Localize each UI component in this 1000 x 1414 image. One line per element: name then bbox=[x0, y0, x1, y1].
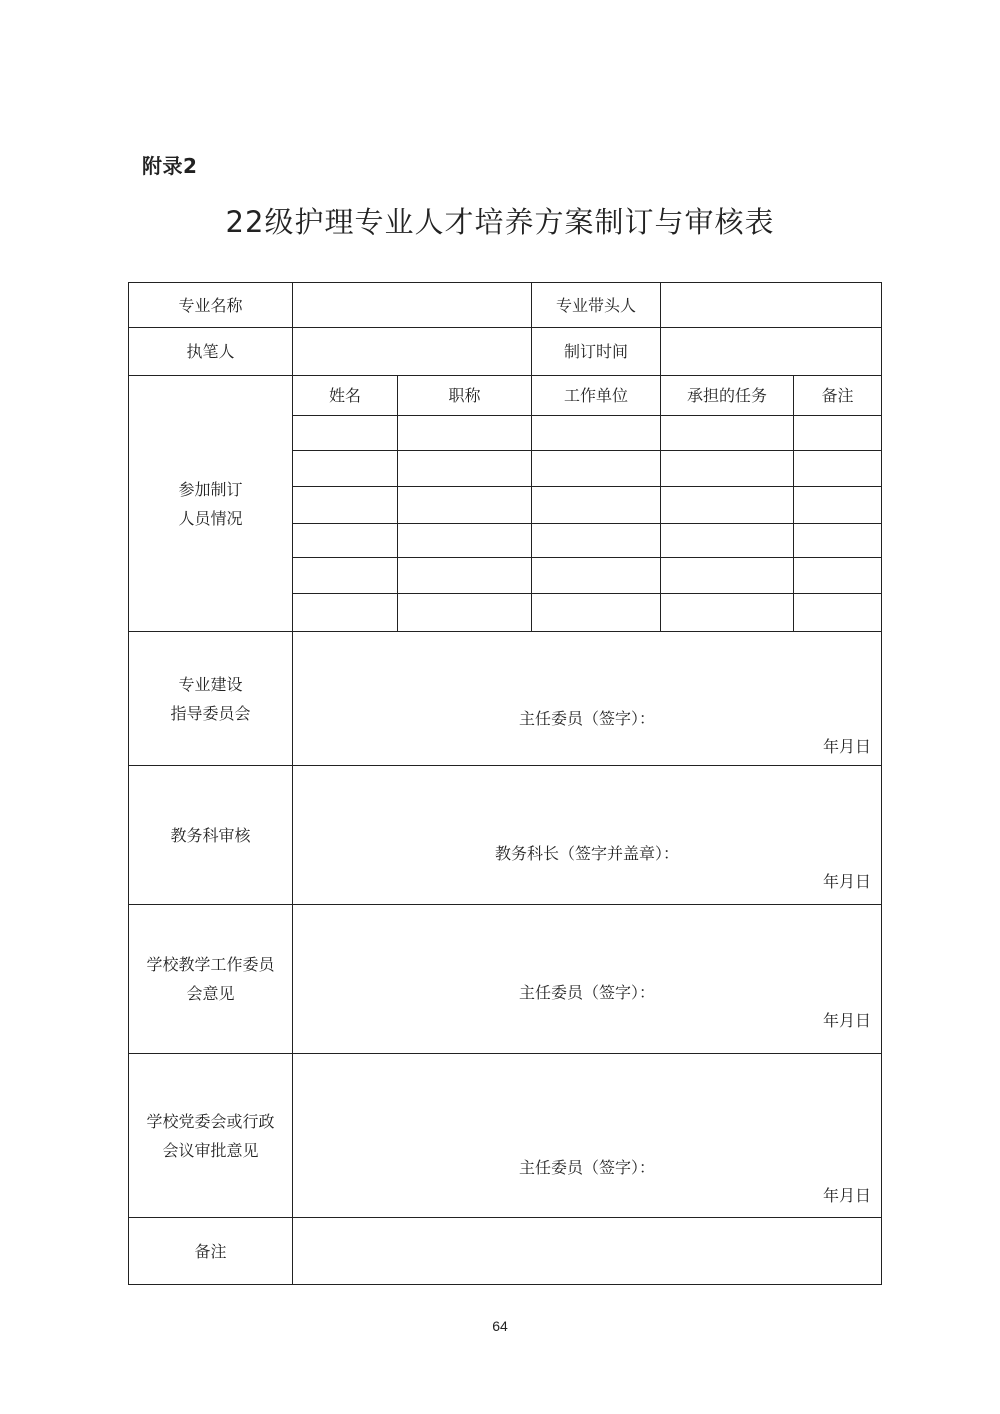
participant-unit-cell[interactable] bbox=[532, 451, 661, 487]
participant-note-cell[interactable] bbox=[794, 524, 882, 558]
participant-task-cell[interactable] bbox=[661, 524, 794, 558]
committee-date: 年月日 bbox=[822, 737, 871, 756]
committee-label bbox=[129, 632, 293, 766]
draft-time-field[interactable] bbox=[661, 328, 882, 376]
header-name: 姓名 bbox=[293, 376, 398, 416]
participant-unit-cell[interactable] bbox=[532, 487, 661, 524]
school-committee-row bbox=[129, 905, 882, 1054]
review-form-table bbox=[128, 282, 882, 1285]
party-approval-label-line1: 学校党委会或行政 bbox=[146, 1111, 275, 1131]
party-date: 年月日 bbox=[822, 1186, 871, 1205]
participant-name-cell[interactable] bbox=[293, 594, 398, 632]
committee-sign-line: 主任委员（签字）： bbox=[518, 709, 655, 728]
participants-label-line2: 人员情况 bbox=[178, 508, 243, 528]
committee-opinion-field[interactable] bbox=[293, 632, 882, 766]
party-approval-row bbox=[129, 1054, 882, 1218]
participant-note-cell[interactable] bbox=[794, 594, 882, 632]
participant-unit-cell[interactable] bbox=[532, 594, 661, 632]
participant-name-cell[interactable] bbox=[293, 558, 398, 594]
participant-unit-cell[interactable] bbox=[532, 524, 661, 558]
party-approval-field[interactable] bbox=[293, 1054, 882, 1218]
participant-note-cell[interactable] bbox=[794, 451, 882, 487]
party-approval-label bbox=[129, 1054, 293, 1218]
participant-title-cell[interactable] bbox=[398, 558, 532, 594]
participant-unit-cell[interactable] bbox=[532, 416, 661, 451]
appendix-label: 附录2 bbox=[142, 154, 198, 178]
school-committee-label-line2: 会意见 bbox=[186, 984, 235, 1003]
header-unit: 工作单位 bbox=[532, 376, 661, 416]
committee-label-line1: 专业建设 bbox=[178, 674, 243, 694]
participant-note-cell[interactable] bbox=[794, 558, 882, 594]
academic-review-field[interactable] bbox=[293, 766, 882, 905]
participant-title-cell[interactable] bbox=[398, 487, 532, 524]
academic-review-row bbox=[129, 766, 882, 905]
school-committee-label-line1: 学校教学工作委员 bbox=[146, 955, 275, 974]
academic-date: 年月日 bbox=[822, 872, 871, 891]
major-name-label: 专业名称 bbox=[129, 283, 293, 328]
participant-title-cell[interactable] bbox=[398, 524, 532, 558]
form-title: 22级护理专业人才培养方案制订与审核表 bbox=[225, 205, 775, 239]
participant-task-cell[interactable] bbox=[661, 558, 794, 594]
school-committee-sign-line: 主任委员（签字）： bbox=[518, 983, 655, 1002]
participant-task-cell[interactable] bbox=[661, 594, 794, 632]
participant-name-cell[interactable] bbox=[293, 524, 398, 558]
participant-note-cell[interactable] bbox=[794, 416, 882, 451]
participant-name-cell[interactable] bbox=[293, 451, 398, 487]
header-title: 职称 bbox=[398, 376, 532, 416]
school-committee-label bbox=[129, 905, 293, 1054]
participant-note-cell[interactable] bbox=[794, 487, 882, 524]
major-row bbox=[129, 283, 882, 328]
writer-field[interactable] bbox=[293, 328, 532, 376]
participants-label-line1: 参加制订 bbox=[178, 479, 243, 499]
major-leader-field[interactable] bbox=[661, 283, 882, 328]
participant-task-cell[interactable] bbox=[661, 451, 794, 487]
participant-title-cell[interactable] bbox=[398, 416, 532, 451]
academic-sign-line: 教务科长（签字并盖章）： bbox=[494, 844, 679, 863]
header-note: 备注 bbox=[794, 376, 882, 416]
header-task: 承担的任务 bbox=[661, 376, 794, 416]
academic-review-label: 教务科审核 bbox=[129, 766, 293, 905]
participant-task-cell[interactable] bbox=[661, 416, 794, 451]
remarks-label: 备注 bbox=[129, 1218, 293, 1285]
participant-title-cell[interactable] bbox=[398, 594, 532, 632]
draft-time-label: 制订时间 bbox=[532, 328, 661, 376]
party-sign-line: 主任委员（签字）： bbox=[518, 1158, 655, 1177]
participant-name-cell[interactable] bbox=[293, 487, 398, 524]
school-committee-opinion-field[interactable] bbox=[293, 905, 882, 1054]
participant-name-cell[interactable] bbox=[293, 416, 398, 451]
remarks-row bbox=[129, 1218, 882, 1285]
participants-header-row bbox=[129, 376, 882, 416]
major-leader-label: 专业带头人 bbox=[532, 283, 661, 328]
participant-unit-cell[interactable] bbox=[532, 558, 661, 594]
major-name-field[interactable] bbox=[293, 283, 532, 328]
page-number: 64 bbox=[492, 1318, 508, 1334]
participant-title-cell[interactable] bbox=[398, 451, 532, 487]
committee-row bbox=[129, 632, 882, 766]
writer-row bbox=[129, 328, 882, 376]
participants-label bbox=[129, 376, 293, 632]
participant-task-cell[interactable] bbox=[661, 487, 794, 524]
party-approval-label-line2: 会议审批意见 bbox=[162, 1140, 259, 1160]
writer-label: 执笔人 bbox=[129, 328, 293, 376]
remarks-field[interactable] bbox=[293, 1218, 882, 1285]
committee-label-line2: 指导委员会 bbox=[170, 703, 251, 723]
school-committee-date: 年月日 bbox=[822, 1011, 871, 1030]
